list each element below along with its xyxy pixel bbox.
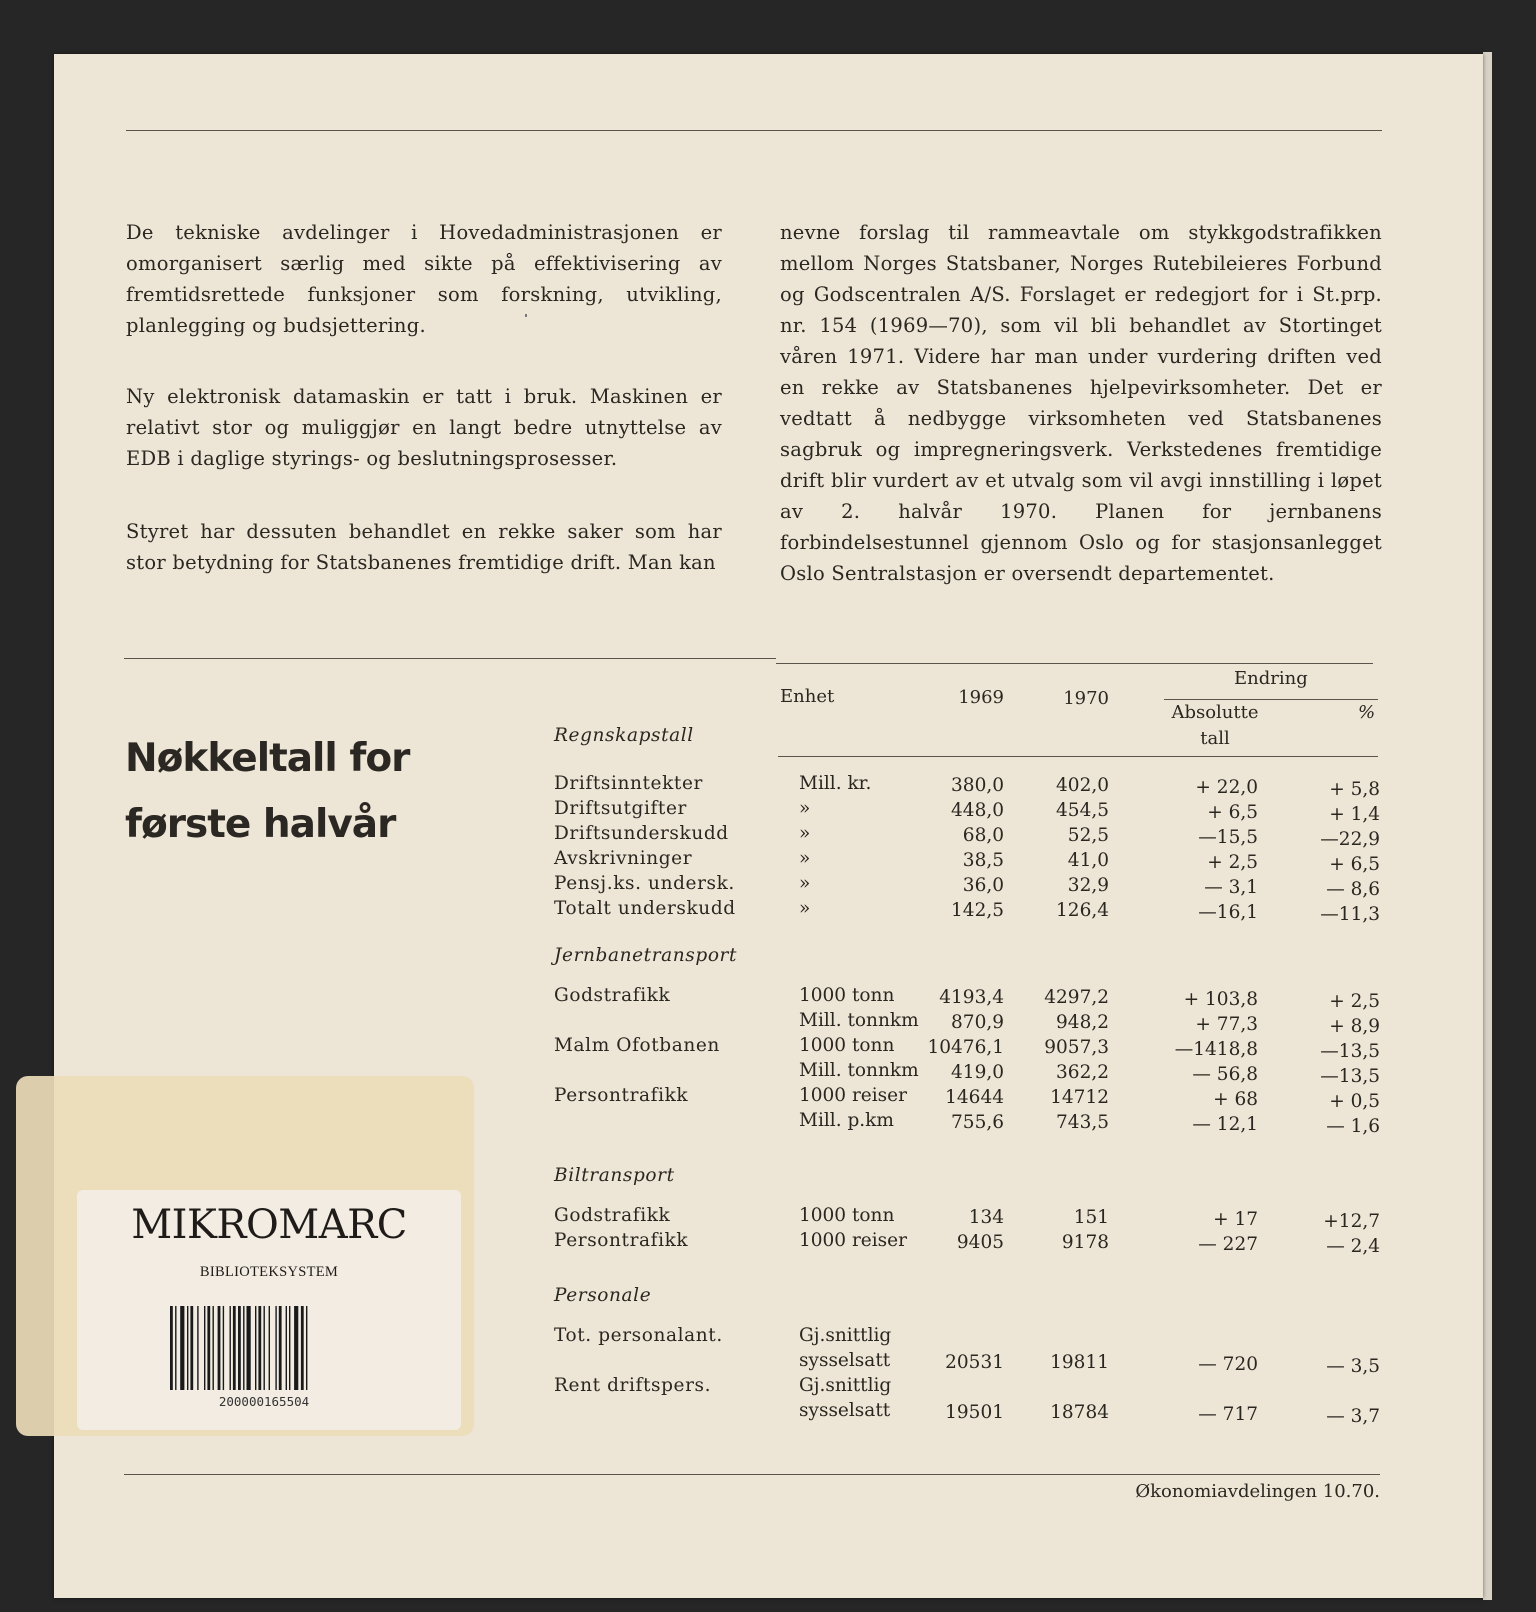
row-percent-change: — 3,5 [1326,1356,1380,1377]
row-percent-change: + 8,9 [1329,1016,1380,1037]
top-rule [126,130,1382,131]
barcode-bar [301,1306,304,1390]
header-underline [778,756,1378,757]
row-1970: 743,5 [1056,1112,1109,1133]
row-absolute-change: + 22,0 [1195,777,1258,798]
row-unit: 1000 tonn [799,1205,895,1226]
sticker-subtitle: BIBLIOTEKSYSTEM [199,1264,339,1280]
barcode-number: 200000165504 [218,1394,310,1409]
row-1969: 142,5 [951,900,1004,921]
row-percent-change: + 6,5 [1329,854,1380,875]
footer-note: Økonomiavdelingen 10.70. [1135,1481,1380,1502]
row-1969: 9405 [956,1232,1004,1253]
barcode-bar [286,1306,287,1390]
row-absolute-change: — 12,1 [1192,1114,1258,1135]
row-unit: Gj.snittlig sysselsatt [799,1375,892,1421]
row-label: Rent driftspers. [554,1375,712,1396]
right-paragraph: nevne forslag til rammeavtale om stykkgodstrafikken mellom Norges Statsbaner, Norges Rutebileieres Forbund og Godscentralen A/S. Forslaget er redegjort for i St.prp. nr. 154 (1969—70), som vil bli behandlet av Stortinget våren 1971. Videre har man under vurdering driften ved en rekke av Statsbanenes hjelpevirksomheter. Det er vedtatt å nedbygge virksomheten ved Statsbanenes sagbruk og impregneringsverk. Verkstedenes fremtidige drift blir vurdert av et utvalg som vil avgi innstilling i løpet av 2. halvår 1970. Planen for jernbanens forbindelsestunnel gjennom Oslo og for stasjonsanlegget Oslo Sentralstasjon er oversendt departementet. [780,221,1382,585]
barcode-bar [258,1306,261,1390]
row-absolute-change: + 77,3 [1195,1014,1258,1035]
row-1969: 448,0 [951,800,1004,821]
row-label: Persontrafikk [554,1085,689,1106]
row-1969: 20531 [945,1352,1004,1373]
row-absolute-change: —1418,8 [1174,1039,1258,1060]
row-label: Pensj.ks. undersk. [554,873,735,894]
barcode-bar [230,1306,231,1390]
row-absolute-change: — 3,1 [1204,877,1258,898]
row-1969: 134 [968,1207,1004,1228]
row-percent-change: + 1,4 [1329,804,1380,825]
barcode-bar [180,1306,184,1390]
section-personale: Personale [554,1285,652,1306]
barcode-bar [255,1306,256,1390]
header-unit: Enhet [780,686,835,707]
barcode-bar [269,1306,270,1390]
header-1970: 1970 [1063,688,1109,709]
barcode-bar [279,1306,282,1390]
barcode-image [168,1306,360,1390]
row-percent-change: + 0,5 [1329,1091,1380,1112]
row-unit: » [799,823,811,844]
row-label: Tot. personalant. [554,1325,723,1346]
row-unit: Mill. tonnkm [799,1060,919,1081]
row-percent-change: + 2,5 [1329,991,1380,1012]
header-absolute: Absolutte tall [1171,702,1259,749]
row-unit: 1000 reiser [799,1230,907,1251]
barcode-bar [294,1306,298,1390]
barcode-bar [187,1306,188,1390]
section-jernbane: Jernbanetransport [554,945,738,966]
row-unit: » [799,848,811,869]
row-1969: 419,0 [951,1062,1004,1083]
row-unit: Mill. tonnkm [799,1010,919,1031]
row-percent-change: — 8,6 [1326,879,1380,900]
row-percent-change: —11,3 [1320,904,1380,925]
print-speck [525,314,527,317]
row-unit: » [799,898,811,919]
row-unit: Mill. kr. [799,773,872,794]
row-1970: 402,0 [1056,775,1109,796]
row-absolute-change: — 227 [1198,1234,1258,1255]
row-label: Driftsunderskudd [554,823,729,844]
sticker-brand: MIKROMARC [131,1202,407,1248]
row-percent-change: —13,5 [1320,1066,1380,1087]
row-label: Driftsinntekter [554,773,703,794]
header-percent: % [1358,702,1376,723]
row-unit: » [799,798,811,819]
barcode-bar [175,1306,176,1390]
row-absolute-change: + 2,5 [1207,852,1258,873]
header-1969: 1969 [958,687,1004,708]
header-change: Endring [1234,668,1308,689]
row-1969: 19501 [945,1402,1004,1423]
row-1969: 870,9 [951,1012,1004,1033]
section-heading: Nøkkeltall for første halvår [125,736,410,847]
bottom-rule [124,1474,1380,1475]
row-absolute-change: — 717 [1198,1404,1258,1425]
barcode-bar [170,1306,173,1390]
barcode-bar [238,1306,241,1390]
row-absolute-change: —15,5 [1198,827,1258,848]
row-percent-change: + 5,8 [1329,779,1380,800]
row-1970: 32,9 [1067,875,1109,896]
row-unit: » [799,873,811,894]
left-paragraph-1: De tekniske avdelinger i Hovedadministrasjonen er omorganisert særlig med sikte på effektivisering av fremtidsrettede funksjoner som forskning, utvikling, planlegging og budsjettering. [126,221,722,337]
row-1970: 362,2 [1056,1062,1109,1083]
row-1969: 10476,1 [927,1037,1004,1058]
row-percent-change: +12,7 [1323,1211,1380,1232]
row-absolute-change: + 6,5 [1207,802,1258,823]
page-edge [1483,52,1492,1600]
barcode-bar [233,1306,236,1390]
table-rule-right [776,663,1373,664]
row-unit: 1000 tonn [799,1035,895,1056]
barcode-bar [306,1306,307,1390]
row-label: Godstrafikk [554,1205,671,1226]
barcode-bar [247,1306,251,1390]
barcode-bar [243,1306,244,1390]
barcode-bar [289,1306,290,1390]
row-percent-change: —22,9 [1320,829,1380,850]
row-absolute-change: + 17 [1213,1209,1258,1230]
row-absolute-change: — 720 [1198,1354,1258,1375]
row-label: Avskrivninger [554,848,693,869]
row-absolute-change: —16,1 [1198,902,1258,923]
row-label: Driftsutgifter [554,798,687,819]
row-1969: 38,5 [962,850,1004,871]
barcode-bar [223,1306,224,1390]
row-1970: 126,4 [1056,900,1109,921]
row-label: Persontrafikk [554,1230,689,1251]
row-1969: 68,0 [962,825,1004,846]
row-unit: Mill. p.km [799,1110,894,1131]
row-1970: 454,5 [1056,800,1109,821]
row-1969: 4193,4 [939,987,1004,1008]
barcode-bar [213,1306,214,1390]
row-1970: 9178 [1061,1232,1109,1253]
row-absolute-change: + 68 [1213,1089,1258,1110]
row-label: Godstrafikk [554,985,671,1006]
row-1970: 19811 [1050,1352,1109,1373]
row-1970: 151 [1073,1207,1109,1228]
row-1969: 380,0 [951,775,1004,796]
row-1970: 52,5 [1067,825,1109,846]
row-1969: 36,0 [962,875,1004,896]
row-1970: 948,2 [1056,1012,1109,1033]
left-paragraph-3: Styret har dessuten behandlet en rekke saker som har stor betydning for Statsbanenes fremtidige drift. Man kan [126,520,722,574]
row-1970: 4297,2 [1044,987,1109,1008]
row-1969: 755,6 [951,1112,1004,1133]
row-1970: 9057,3 [1044,1037,1109,1058]
row-1970: 18784 [1050,1402,1109,1423]
row-1970: 41,0 [1067,850,1109,871]
barcode-bar [207,1306,210,1390]
barcode-bar [275,1306,276,1390]
row-unit: 1000 tonn [799,985,895,1006]
left-paragraph-2: Ny elektronisk datamaskin er tatt i bruk. Maskinen er relativt stor og muliggjør en langt bedre utnyttelse av EDB i daglige styrings- og beslutningsprosesser. [126,385,722,470]
row-1969: 14644 [945,1087,1004,1108]
barcode-bar [197,1306,198,1390]
row-absolute-change: + 103,8 [1183,989,1258,1010]
section-regnskap: Regnskapstall [554,725,694,746]
row-absolute-change: — 56,8 [1192,1064,1258,1085]
row-percent-change: — 1,6 [1326,1116,1380,1137]
table-rule-left [124,658,776,659]
row-label: Totalt underskudd [554,898,736,919]
row-1970: 14712 [1050,1087,1109,1108]
row-percent-change: —13,5 [1320,1041,1380,1062]
row-unit: 1000 reiser [799,1085,907,1106]
row-percent-change: — 2,4 [1326,1236,1380,1257]
row-percent-change: — 3,7 [1326,1406,1380,1427]
barcode-bar [218,1306,221,1390]
barcode-bar [190,1306,193,1390]
row-label: Malm Ofotbanen [554,1035,720,1056]
barcode-bar [204,1306,205,1390]
row-unit: Gj.snittlig sysselsatt [799,1325,892,1371]
section-bil: Biltransport [554,1165,675,1186]
barcode-bar [264,1306,265,1390]
